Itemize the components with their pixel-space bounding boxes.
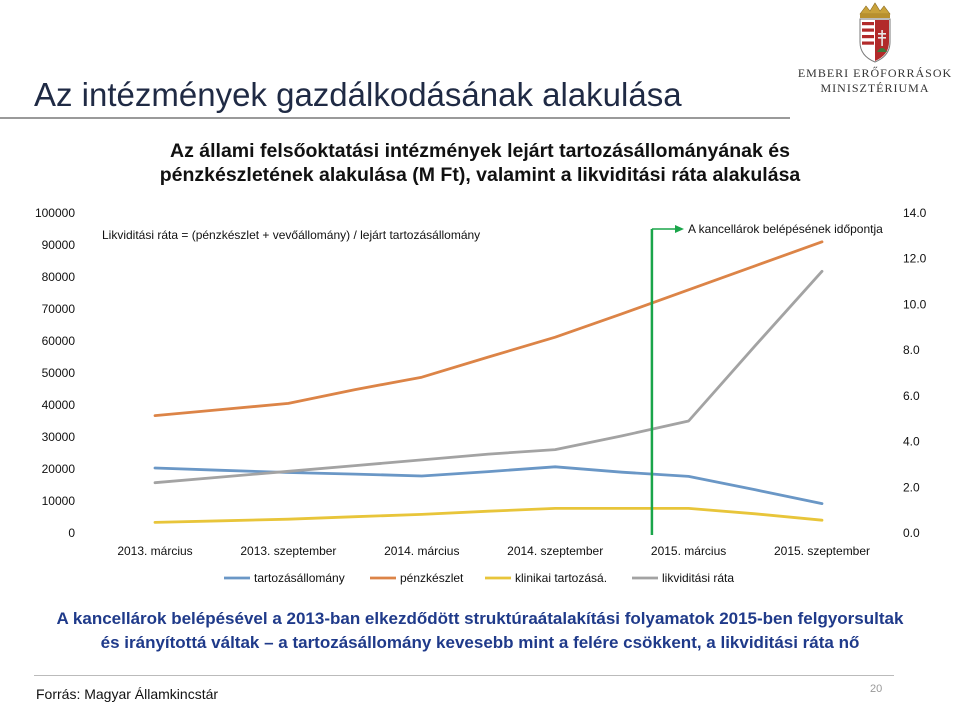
legend-label-1: pénzkészlet [400,571,464,585]
x-axis-tick: 2014. március [384,544,460,558]
conclusion-text [0,607,960,655]
left-axis-tick: 40000 [41,398,75,412]
logo-text-line1: EMBERI ERŐFORRÁSOK [797,66,953,80]
left-axis-tick: 90000 [41,238,75,252]
series-line-3 [155,271,822,482]
formula-note: Likviditási ráta = (pénzkészlet + vevőállomány) / lejárt tartozásállomány [102,228,481,242]
source-note: Forrás: Magyar Államkincstár [36,686,219,702]
series-line-1 [155,242,822,416]
x-axis-tick: 2015. március [650,544,727,558]
footer-divider [34,675,894,676]
title-divider [0,117,790,119]
ministry-logo [790,0,960,100]
x-axis-tick: 2013. március [117,544,193,558]
conclusion-line1: A kancellárok belépésével a 2013-ban elkezdődött struktúraátalakítási folyamatok 2015-ben felgyorsultak [56,609,904,628]
right-axis-tick: 8.0 [903,343,920,358]
chart-title [0,139,960,187]
chart-title-line2: pénzkészletének alakulása (M Ft), valamint a likviditási ráta alakulása [159,164,801,186]
right-axis-tick: 14.0 [903,206,927,220]
chart-title-line1: Az állami felsőoktatási intézmények lejárt tartozásállományának és [170,140,790,162]
line-chart [0,200,960,595]
left-axis-tick: 100000 [34,206,75,220]
left-axis-tick: 80000 [41,270,75,284]
right-axis-tick: 6.0 [903,388,920,403]
left-axis-tick: 10000 [41,494,75,508]
event-arrow-head-icon [675,225,684,233]
left-axis-tick: 20000 [41,462,75,476]
legend-label-3: likviditási ráta [662,571,735,585]
series-line-2 [155,508,822,522]
legend-label-2: klinikai tartozásá. [515,571,608,585]
left-axis-tick: 0 [68,526,75,540]
left-axis-tick: 30000 [41,430,75,444]
x-axis-tick: 2013. szeptember [240,544,337,558]
right-axis-tick: 12.0 [903,251,927,266]
coat-of-arms-icon [790,0,960,66]
left-axis-tick: 70000 [41,302,75,316]
left-axis-tick: 60000 [41,334,75,348]
series-line-0 [155,467,822,504]
left-axis-tick: 50000 [41,366,75,380]
conclusion-line2: és irányítottá váltak – a tartozásállomány kevesebb mint a felére csökkent, a likviditási ráta nő [100,633,860,652]
event-label: A kancellárok belépésének időpontja [688,222,883,236]
right-axis-tick: 2.0 [903,480,920,495]
x-axis-tick: 2015. szeptember [773,544,871,558]
right-axis-tick: 0.0 [903,526,920,540]
right-axis-tick: 4.0 [903,434,920,449]
logo-text-line2: MINISZTÉRIUMA [820,81,930,95]
legend-label-0: tartozásállomány [254,571,345,585]
slide-title: Az intézmények gazdálkodásának alakulása [34,76,682,113]
page-number: 20 [870,683,883,695]
x-axis-tick: 2014. szeptember [507,544,604,558]
right-axis-tick: 10.0 [903,297,927,312]
